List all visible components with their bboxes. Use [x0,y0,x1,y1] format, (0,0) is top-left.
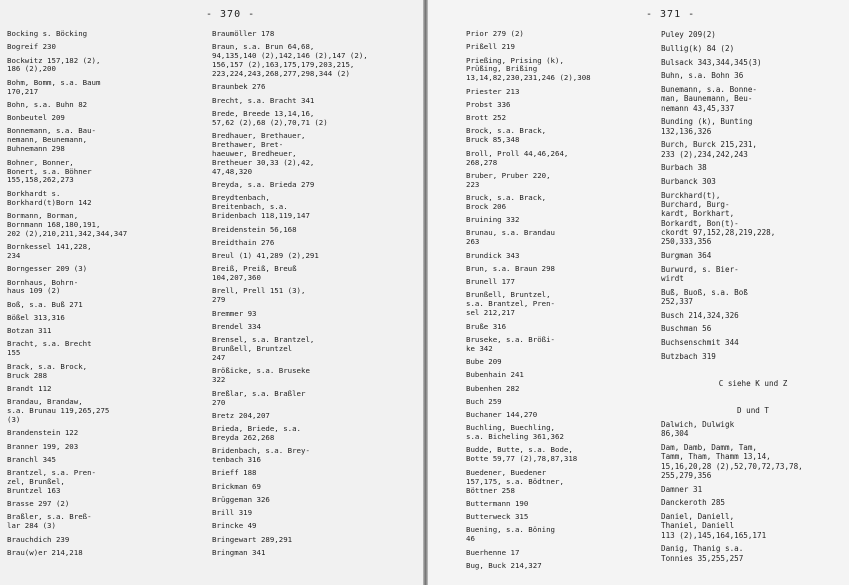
index-entry: Buttermann 190 [466,498,529,508]
index-entry: Brun, s.a. Braun 298 [466,263,555,273]
index-entry: Buchsenschmit 344 [661,338,739,348]
index-entry: Borkhardt s. Borkhard(t)Born 142 [7,188,92,207]
index-entry: Brieda, Briede, s.a. Breyda 262,268 [212,424,301,442]
index-entry: Borngesser 209 (3) [7,264,88,274]
index-entry: Brensel, s.a. Brantzel, Brunßell, Bruntzel 247 [212,335,315,363]
index-entry: Boß, s.a. Buß 271 [7,299,83,309]
index-entry: Burgman 364 [661,250,712,260]
index-entry: Bonnemann, s.a. Bau- nemann, Beunemann, Buhnemann 298 [7,126,96,154]
index-entry: Brößicke, s.a. Bruseke 322 [212,366,310,385]
index-column [212,30,418,562]
index-entry: Prißell 219 [466,42,515,52]
index-entry: Bormann, Borman, Bornmann 168,180,191, 202 (2),210,211,342,344,347 [7,210,128,238]
index-entry: Prießing, Prising (k), Prüßing, Brißing 13,14,82,230,231,246 (2),308 [466,55,591,83]
index-entry: Bockwitz 157,182 (2), 186 (2),200 [7,55,101,74]
index-entry: Butzbach 319 [661,351,716,361]
index-entry: Brecht, s.a. Bracht 341 [212,95,315,105]
index-entry: Brill 319 [212,508,253,518]
index-entry: Buening, s.a. Böning 46 [466,525,555,544]
page-number: - 371 - [646,9,696,20]
index-entry: Breul (1) 41,289 (2),291 [212,251,319,261]
index-entry: Bößel 313,316 [7,312,65,322]
index-entry: Burbanck 303 [661,177,716,187]
index-entry: Bruber, Pruber 220, 223 [466,170,551,189]
index-column [7,30,207,562]
index-entry: Brott 252 [466,113,507,123]
index-entry: Breidthain 276 [212,237,275,247]
index-entry: Bocking s. Böcking [7,29,88,38]
index-entry: Burch, Burck 215,231, 233 (2),234,242,243 [661,140,758,159]
index-entry: Bringewart 289,291 [212,534,293,544]
index-entry: Bonbeutel 209 [7,113,65,123]
left-page [0,0,423,585]
index-entry: Brunell 177 [466,277,515,287]
index-entry: Brüggeman 326 [212,494,270,504]
index-entry: Bubenhain 241 [466,370,524,380]
index-entry: Breyda, s.a. Brieda 279 [212,180,315,190]
index-entry: Breydtenbach, Breitenbach, s.a. Bridenbach 118,119,147 [212,193,310,221]
index-entry: Burckhard(t), Burchard, Burg- kardt, Borkhart, Borkardt, Bon(t)- ckordt 97,152,28,219,228, 250,333,356 [661,190,776,246]
index-entry: Breßlar, s.a. Braßler 270 [212,388,306,407]
index-entry: Brauchdich 239 [7,534,70,544]
index-entry: Brede, Breede 13,14,16, 57,62 (2),68 (2),70,71 (2) [212,108,328,127]
index-entry: Buch 259 [466,396,502,406]
index-entry: Bogreif 230 [7,42,56,52]
index-entry: Buschman 56 [661,324,712,334]
index-entry: Brau(w)er 214,218 [7,547,83,557]
index-entry: Brickman 69 [212,481,261,491]
index-entry: Brock, s.a. Brack, Bruck 85,348 [466,126,547,145]
index-entry: Bredhauer, Brethauer, Brethawer, Bret- haeuwer, Bredheuer, Bretheuer 30,33 (2),42, 47,48,320 [212,131,315,176]
index-entry: Bulsack 343,344,345(3) [661,57,762,67]
index-entry: Botzan 311 [7,326,52,336]
index-entry: Brandt 112 [7,383,52,393]
index-entry: Bubenhen 282 [466,383,520,393]
index-entry: Buerhenne 17 [466,547,520,557]
index-entry: Breiß, Preiß, Breuß 104,207,360 [212,264,297,283]
index-entry: Danckeroth 285 [661,498,726,508]
index-entry: Dalwich, Dulwigk 86,304 [661,420,735,439]
index-entry: Braunbek 276 [212,82,266,92]
index-entry: Brasse 297 (2) [7,499,70,509]
index-entry: Bruining 332 [466,215,520,225]
index-column [466,30,652,575]
index-entry: Prior 279 (2) [466,29,524,38]
right-page [428,0,849,585]
index-entry: Brunßell, Bruntzel, s.a. Brantzel, Pren- sel 212,217 [466,290,555,318]
section-heading: C siehe K und Z [718,379,788,389]
index-entry: Bohn, s.a. Buhn 82 [7,99,88,109]
index-entry: Brendel 334 [212,321,261,331]
index-entry: Bruseke, s.a. Brößi- ke 342 [466,334,555,353]
index-entry: Butterweck 315 [466,512,529,522]
index-entry: Burbach 38 [661,163,707,173]
index-entry: Bug, Buck 214,327 [466,560,542,570]
index-entry: Breidenstein 56,168 [212,224,297,234]
index-entry: Bohm, Bomm, s.a. Baum 170,217 [7,77,101,96]
index-entry: Brieff 188 [212,468,257,478]
index-entry: Branchl 345 [7,454,56,464]
index-entry: Brantzel, s.a. Pren- zel, Brunßel, Bruntzel 163 [7,468,96,495]
index-entry: Buhn, s.a. Bohn 36 [661,71,744,81]
index-entry: Budde, Butte, s.a. Bode, Botte 59,77 (2),78,87,318 [466,445,578,464]
section-heading: D und T [736,406,769,416]
index-entry: Brandau, Brandaw, s.a. Brunau 119,265,275 (3) [7,397,110,425]
index-entry: Brincke 49 [212,521,257,531]
index-entry: Buchling, Buechling, s.a. Bicheling 361,362 [466,423,564,442]
index-entry: Priester 213 [466,86,520,96]
index-entry: Dam, Damb, Damm, Tam, Tamm, Tham, Thamm 13,14, 15,16,20,28 (2),52,70,72,73,78, 255,279,356 [661,443,803,480]
index-entry: Buedener, Buedener 157,175, s.a. Bödtner, Böttner 258 [466,467,564,495]
index-entry: Buß, Buoß, s.a. Boß 252,337 [661,287,748,306]
index-entry: Puley 209(2) [661,30,716,39]
index-entry: Brundick 343 [466,250,520,260]
index-entry: Buchaner 144,270 [466,410,538,420]
index-entry: Danig, Thanig s.a. Tonnies 35,255,257 [661,544,744,563]
index-entry: Brunau, s.a. Brandau 263 [466,228,555,247]
index-entry: Busch 214,324,326 [661,310,739,320]
index-entry: Braun, s.a. Brun 64,68, 94,135,140 (2),142,146 (2),147 (2), 156,157 (2),163,175,179,203,215, 223,224,243,268,277,298,344 (2) [212,42,368,79]
index-entry: Bremmer 93 [212,308,257,318]
index-entry: Braumöller 178 [212,29,275,38]
index-entry: Bornhaus, Bohrn- haus 109 (2) [7,277,79,296]
index-entry: Bruße 316 [466,321,507,331]
index-entry: Bunding (k), Bunting 132,136,326 [661,117,753,136]
index-entry: Bornkessel 141,228, 234 [7,242,92,261]
index-entry: Braßler, s.a. Breß- lar 284 (3) [7,512,92,531]
page-number: - 370 - [206,9,256,20]
index-entry: Bullig(k) 84 (2) [661,43,735,53]
index-entry: Bringman 341 [212,547,266,557]
index-entry: Brack, s.a. Brock, Bruck 288 [7,361,88,380]
index-entry: Bretz 204,207 [212,410,270,420]
index-column [661,30,845,567]
index-entry: Bohner, Bonner, Bonert, s.a. Böhner 155,158,262,273 [7,157,92,185]
index-entry: Burwurd, s. Bier- wirdt [661,264,739,283]
index-entry: Bridenbach, s.a. Brey- tenbach 316 [212,446,310,465]
index-entry: Bunemann, s.a. Bonne- man, Baunemann, Beu- nemann 43,45,337 [661,85,758,113]
index-entry: Broll, Proll 44,46,264, 268,278 [466,148,569,167]
index-entry: Branner 199, 203 [7,441,79,451]
index-entry: Daniel, Daniell, Thaniel, Daniell 113 (2),145,164,165,171 [661,512,767,540]
index-entry: Damner 31 [661,484,703,494]
index-entry: Brell, Prell 151 (3), 279 [212,286,306,305]
index-entry: Brandenstein 122 [7,428,79,438]
index-entry: Bruck, s.a. Brack, Brock 206 [466,193,547,211]
index-entry: Probst 336 [466,99,511,109]
index-entry: Bracht, s.a. Brecht 155 [7,339,92,358]
index-entry: Bube 209 [466,357,502,367]
